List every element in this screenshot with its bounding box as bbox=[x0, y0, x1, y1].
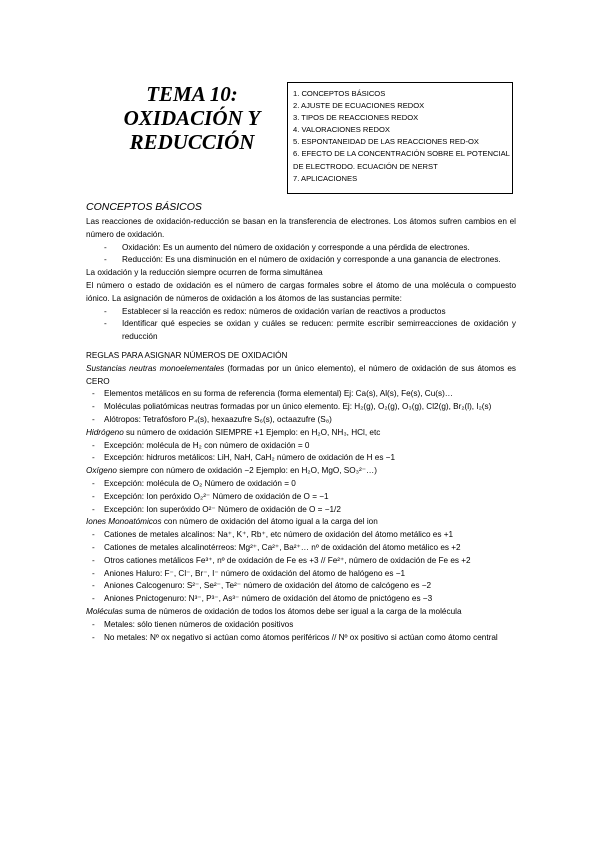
oxygen-text: siempre con número de oxidación −2 Ejemplo: en H₂O, MgO, SO₃²⁻…) bbox=[116, 466, 377, 476]
rule-item: - Cationes de metales alcalinotérreos: Mg²⁺, Ca²⁺, Ba²⁺… nº de oxidación del átomo metálico es +2 bbox=[86, 542, 516, 555]
neutral-rule bbox=[86, 363, 516, 389]
toc-item: DE ELECTRODO. ECUACIÓN DE NERST bbox=[293, 161, 438, 171]
oxygen-label: Oxígeno bbox=[86, 466, 117, 476]
toc-item: 6. EFECTO DE LA CONCENTRACIÓN SOBRE EL POTENCIAL bbox=[293, 149, 510, 159]
neutral-text: (formadas por un único elemento), el número de oxidación de sus átomos es CERO bbox=[86, 363, 516, 386]
ions-text: con número de oxidación del átomo igual a la carga del ion bbox=[161, 517, 378, 527]
neutral-label: Sustancias neutras monoelementales bbox=[86, 363, 225, 373]
rule-item: - Aniones Calcogenuro: S²⁻, Se²⁻, Te²⁻ número de oxidación del átomo de calcógeno es −2 bbox=[86, 580, 516, 593]
table-of-contents bbox=[287, 82, 513, 194]
toc-item: 3. TIPOS DE REACCIONES REDOX bbox=[293, 113, 419, 123]
rule-item: - Excepción: Ion peróxido O₂²⁻ Número de oxidación de O = −1 bbox=[86, 491, 516, 504]
toc-item: 4. VALORACIONES REDOX bbox=[293, 125, 390, 135]
rule-item: - Cationes de metales alcalinos: Na⁺, K⁺, Rb⁺, etc número de oxidación del átomo metálico es +1 bbox=[86, 529, 516, 542]
toc-item: 7. APLICACIONES bbox=[293, 173, 358, 183]
rule-item: - Excepción: molécula de O₂ Número de oxidación = 0 bbox=[86, 478, 516, 491]
page-title bbox=[104, 82, 280, 154]
molecules-text: suma de números de oxidación de todos los átomos debe ser igual a la carga de la molécula bbox=[122, 606, 462, 616]
rules-heading: REGLAS PARA ASIGNAR NÚMEROS DE OXIDACIÓN bbox=[86, 350, 288, 360]
molecules-label: Moléculas bbox=[86, 606, 123, 616]
intro-paragraph: Las reacciones de oxidación-reducción se basan en la transferencia de electrones. Los átomos sufren cambios en el número de oxidación. bbox=[86, 217, 516, 239]
toc-item: 2. AJUSTE DE ECUACIONES REDOX bbox=[293, 101, 425, 111]
rule-item: - Excepción: Ion superóxido O²⁻ Número de oxidación de O = −1/2 bbox=[86, 504, 516, 517]
definition-item: - Reducción: Es una disminución en el número de oxidación y corresponde a una ganancia de electrones. bbox=[86, 254, 516, 267]
title-line-1: TEMA 10: bbox=[146, 82, 238, 106]
document-body bbox=[86, 200, 516, 644]
use-item: - Establecer si la reacción es redox: números de oxidación varían de reactivos a productos bbox=[86, 306, 516, 319]
rule-item: - Elementos metálicos en su forma de referencia (forma elemental) Ej: Ca(s), Al(s), Fe(s), Cu(s)… bbox=[86, 388, 516, 401]
ions-label: Iones Monoatómicos bbox=[86, 517, 162, 527]
section-heading: CONCEPTOS BÁSICOS bbox=[86, 201, 202, 213]
definition-item: - Oxidación: Es un aumento del número de oxidación y corresponde a una pérdida de electrones. bbox=[86, 242, 516, 255]
title-line-3: REDUCCIÓN bbox=[129, 130, 255, 154]
rule-item: - Aniones Pnictogenuro: N³⁻, P³⁻, As³⁻ número de oxidación del átomo de pnictógeno es −3 bbox=[86, 593, 516, 606]
toc-item: 1. CONCEPTOS BÁSICOS bbox=[293, 89, 386, 98]
rule-item: - Moléculas poliatómicas neutras formadas por un único elemento. Ej: H₂(g), O₂(g), O₃(g), Cl2(g), Br₂(l), I₂(s) bbox=[86, 401, 516, 414]
rule-item: - Otros cationes metálicos Fe³⁺, nº de oxidación de Fe es +3 // Fe²⁺, número de oxidación de Fe es +2 bbox=[86, 555, 516, 568]
hydrogen-label: Hidrógeno bbox=[86, 427, 124, 437]
oxygen-rule bbox=[86, 465, 516, 478]
molecules-rule bbox=[86, 606, 516, 619]
title-line-2: OXIDACIÓN Y bbox=[123, 106, 261, 130]
rule-item: - Excepción: hidruros metálicos: LiH, NaH, CaH₂ número de oxidación de H es −1 bbox=[86, 452, 516, 465]
hydrogen-text: su número de oxidación SIEMPRE +1 Ejemplo: en H₂O, NH₃, HCl, etc bbox=[123, 427, 381, 437]
oxidation-number-paragraph: El número o estado de oxidación es el número de cargas formales sobre el átomo de una molécula o compuesto iónico. La asignación de números de oxidación a los átomos de las sustancias permite: bbox=[86, 280, 516, 303]
rule-item: - Aniones Haluro: F⁻, Cl⁻, Br⁻, I⁻ número de oxidación del átomo de halógeno es −1 bbox=[86, 568, 516, 581]
rule-item: - Metales: sólo tienen números de oxidación positivos bbox=[86, 619, 516, 632]
rule-item: - Excepción: molécula de H₂ con número de oxidación = 0 bbox=[86, 440, 516, 453]
use-item: - Identificar qué especies se oxidan y cuáles se reducen: permite escribir semirreacciones de oxidación y reducción bbox=[86, 318, 516, 344]
simultaneous-paragraph: La oxidación y la reducción siempre ocurren de forma simultánea bbox=[86, 268, 323, 278]
hydrogen-rule bbox=[86, 427, 516, 440]
ions-rule bbox=[86, 516, 516, 529]
rule-item: - Alótropos: Tetrafósforo P₄(s), hexaazufre S₆(s), octaazufre (S₈) bbox=[86, 414, 516, 427]
rule-item: - No metales: Nº ox negativo si actúan como átomos periféricos // Nº ox positivo si actúan como átomo central bbox=[86, 632, 516, 645]
toc-item: 5. ESPONTANEIDAD DE LAS REACCIONES RED-OX bbox=[293, 137, 479, 147]
